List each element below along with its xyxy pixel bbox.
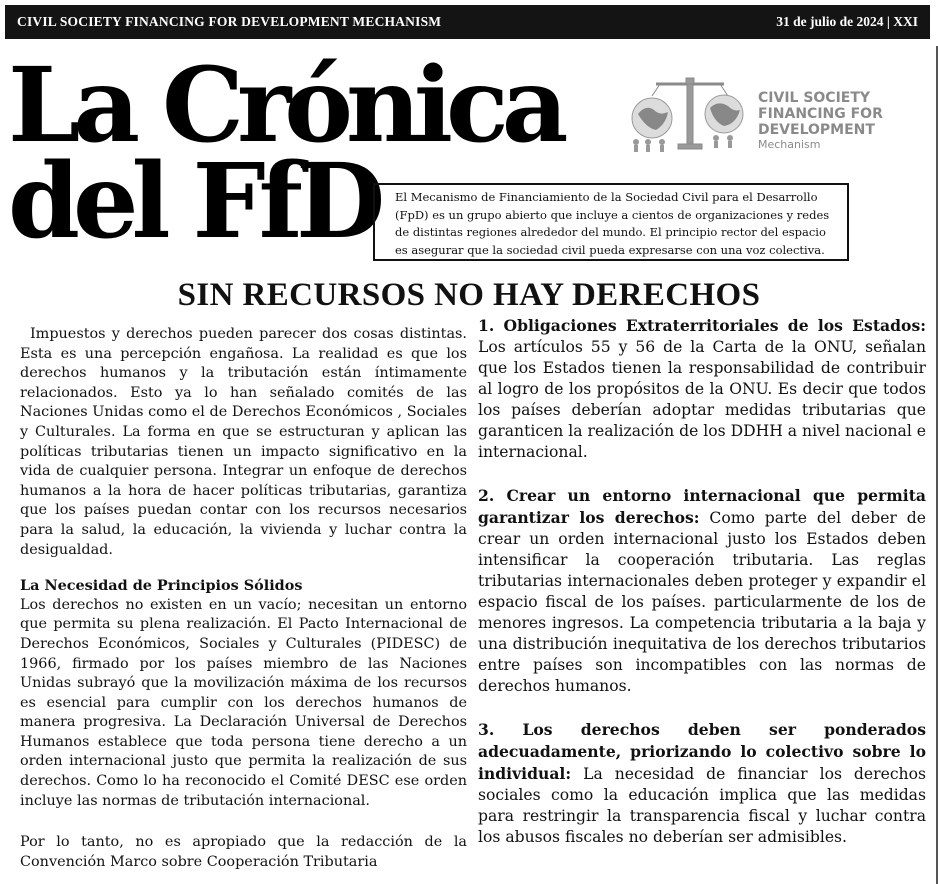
intro-paragraph: Impuestos y derechos pueden parecer dos cosas distintas. Esta es una percepción engañosa. La realidad es que los derechos humanos y la tributación están íntimamente relacionados. Esto ya lo han señalado comités de las Naciones Unidas como el de Derechos Económicos , Sociales y Culturales. La forma en que se estructuran y aplican las políticas tributarias tienen un impacto significativo en la vida de cualquier persona. Integrar un enfoque de derechos humanos a la hora de hacer políticas tributarias, garantiza que los países puedan contar con los recursos necesarios para la salud, la educación, la vivienda y luchar contra la desigualdad.	[20, 326, 467, 558]
principles-paragraph: Los derechos no existen en un vacío; necesitan un entorno que permita su plena realización. El Pacto Internacional de Derechos Económicos, Sociales y Culturales (PIDESC) de 1966, firmado por los países miembro de las Naciones Unidas subrayó que la movilización máxima de los recursos es esencial para cumplir con los derechos humanos de manera progresiva. La Declaración Universal de Derechos Humanos establece que toda persona tiene derecho a un orden internacional justo que permita la realización de sus derechos. Como lo ha reconocido el Comité DESC ese orden incluye las normas de tributación internacional.	[20, 596, 467, 809]
issue-date: 31 de julio de 2024 | XXI	[776, 14, 918, 29]
masthead-line-1: La Crónica	[8, 45, 562, 166]
point-1	[478, 315, 926, 463]
point-1-title: 1. Obligaciones Extraterritoriales de los Estados:	[478, 316, 926, 335]
section-heading: La Necesidad de Principios Sólidos	[20, 577, 303, 595]
point-3-title: 3. Los derechos deben ser ponderados adecuadamente, priorizando lo colectivo sobre lo individual:	[478, 720, 926, 783]
right-column	[478, 315, 926, 848]
point-3	[478, 719, 926, 848]
logo-line-2: FINANCING FOR	[758, 106, 883, 122]
logo-line-3: DEVELOPMENT	[758, 122, 875, 138]
organization-name: CIVIL SOCIETY FINANCING FOR DEVELOPMENT MECHANISM	[17, 14, 442, 29]
top-banner	[5, 5, 930, 39]
point-2	[478, 485, 926, 697]
logo-line-4: Mechanism	[758, 138, 821, 151]
left-column	[20, 325, 467, 872]
point-1-body: Los artículos 55 y 56 de la Carta de la ONU, señalan que los Estados tienen la responsabilidad de contribuir al logro de los propósitos de la ONU. Es decir que todos los países deberían adoptar medidas tributarias que garanticen la realización de los DDHH a nivel nacional e internacional.	[478, 338, 926, 461]
logo-wordmark	[758, 90, 883, 151]
masthead-line-2: del FfD	[8, 141, 379, 262]
fpd-logo-emblem	[628, 74, 758, 154]
conclusion-paragraph: Por lo tanto, no es apropiado que la redacción de la Convención Marco sobre Cooperación Tributaria	[20, 834, 467, 870]
point-2-title: 2. Crear un entorno internacional que permita garantizar los derechos:	[478, 486, 926, 527]
logo-line-1: CIVIL SOCIETY	[758, 90, 871, 106]
point-2-body: Como parte del deber de crear un orden internacional justo los Estados deben intensificar la cooperación tributaria. Las reglas tributarias internacionales deben proteger y expandir el espacio fiscal de los países. particularmente de los de menores ingresos. La competencia tributaria a la baja y una distribución inequitativa de los derechos tributarios entre países son incompatibles con las normas de derechos humanos.	[478, 509, 926, 695]
about-box: El Mecanismo de Financiamiento de la Sociedad Civil para el Desarrollo (FpD) es un grupo abierto que incluye a cientos de organizaciones y redes de distintas regiones alrededor del mundo. El principio rector del espacio es asegurar que la sociedad civil pueda expresarse con una voz colectiva.	[373, 183, 849, 261]
point-3-body: La necesidad de financiar los derechos sociales como la educación implica que las medidas para restringir la transparencia fiscal y luchar contra los abusos fiscales no deberían ser admisibles.	[478, 765, 926, 846]
headline: SIN RECURSOS NO HAY DERECHOS	[177, 277, 761, 313]
